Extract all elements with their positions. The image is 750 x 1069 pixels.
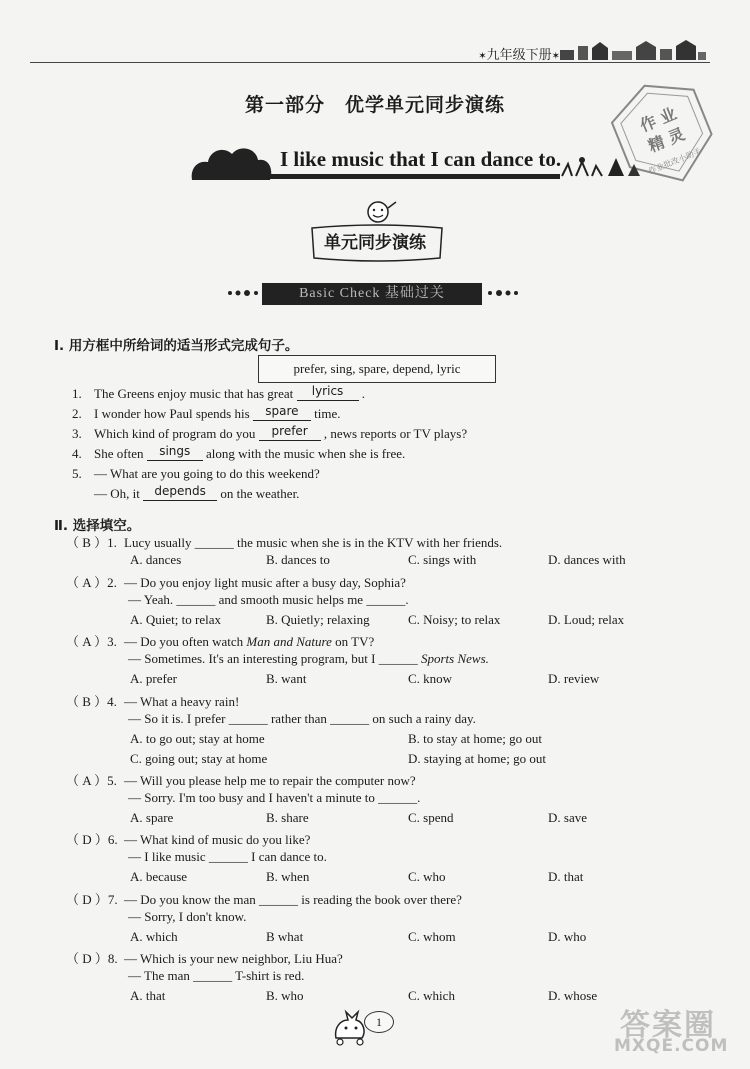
grade-text: 九年级下册: [486, 48, 552, 63]
question-text: — Which is your new neighbor, Liu Hua?: [124, 951, 343, 966]
cat-mascot-icon: [332, 1008, 368, 1046]
item-text: — Oh, it: [94, 486, 140, 501]
option-d[interactable]: D. review: [548, 671, 600, 686]
option-c[interactable]: C. going out; stay at home: [130, 751, 268, 766]
answer-blank[interactable]: [143, 484, 217, 501]
option-a[interactable]: A. because: [130, 869, 188, 884]
option-d[interactable]: D. save: [548, 810, 587, 825]
handwritten-answer: sings: [159, 444, 191, 458]
option-b[interactable]: B. Quietly; relaxing: [266, 612, 370, 627]
option-a[interactable]: A. spare: [130, 810, 174, 825]
question-text: — Do you often watch: [124, 634, 244, 649]
option-a[interactable]: A. prefer: [130, 671, 177, 686]
question-text: — What a heavy rain!: [124, 694, 240, 709]
program-title: Sports News.: [421, 651, 489, 666]
answer-choice: （ A ）5.: [66, 773, 117, 788]
question-line: [128, 651, 489, 667]
question-text: — Sorry, I don't know.: [128, 909, 247, 924]
item-text-after: , news reports or TV plays?: [323, 426, 468, 441]
option-c[interactable]: C. sings with: [408, 552, 477, 567]
option-b[interactable]: B. to stay at home; go out: [408, 731, 542, 746]
watermark-line2: MXQE.COM: [614, 1036, 729, 1056]
answer-choice: （ A ）3.: [66, 634, 117, 649]
option-c[interactable]: C. which: [408, 988, 455, 1003]
option-c[interactable]: C. whom: [408, 929, 456, 944]
option-c[interactable]: C. who: [408, 869, 446, 884]
item-text: She often: [94, 446, 144, 461]
option-b[interactable]: B. want: [266, 671, 307, 686]
section-title: 单元同步演练: [324, 233, 426, 253]
question-text: — Will you please help me to repair the computer now?: [124, 773, 416, 788]
handwritten-answer: spare: [265, 404, 299, 418]
option-b[interactable]: B. share: [266, 810, 309, 825]
question-text: — Yeah. ______ and smooth music helps me ______.: [128, 592, 409, 607]
option-b[interactable]: B what: [266, 929, 304, 944]
item-text: I wonder how Paul spends his: [94, 406, 250, 421]
item-text: The Greens enjoy music that has great: [94, 386, 294, 401]
svg-text:精 灵: 精 灵: [645, 124, 688, 156]
item-text-after: along with the music when she is free.: [205, 446, 406, 461]
answer-blank[interactable]: [147, 444, 203, 461]
question-line: [66, 948, 343, 967]
answer-blank[interactable]: [253, 404, 311, 421]
header-rule: [30, 62, 710, 63]
option-b[interactable]: B. who: [266, 988, 304, 1003]
star-icon: ✶: [478, 51, 487, 62]
question-text: — The man ______ T-shirt is red.: [128, 968, 305, 983]
option-d[interactable]: D. Loud; relax: [548, 612, 625, 627]
fill-item: [94, 486, 299, 502]
item-number: 1.: [72, 386, 82, 401]
question-text-tail: on TV?: [331, 634, 375, 649]
question-line: [66, 889, 462, 908]
page-number: 1: [364, 1011, 394, 1033]
handwritten-answer: prefer: [271, 424, 308, 438]
watermark: [612, 996, 746, 1066]
option-d[interactable]: D. who: [548, 929, 587, 944]
svg-text:作业批改小助手: 作业批改小助手: [647, 146, 703, 177]
answer-choice: （ A ）2.: [66, 575, 117, 590]
question-text: Lucy usually ______ the music when she is in the KTV with her friends.: [124, 535, 503, 550]
question-line: [66, 532, 502, 551]
handwritten-answer: lyrics: [311, 384, 344, 398]
answer-choice: （ D ）6.: [66, 832, 118, 847]
basic-check-label: Basic Check 基础过关: [262, 283, 482, 305]
option-a[interactable]: A. Quiet; to relax: [130, 612, 221, 627]
question-text: — Sometimes. It's an interesting program, but I ______: [128, 651, 418, 666]
svg-text:作 业: 作 业: [637, 103, 680, 136]
option-d[interactable]: D. whose: [548, 988, 598, 1003]
option-a[interactable]: A. which: [130, 929, 178, 944]
answer-blank[interactable]: [259, 424, 321, 441]
question-line: [128, 849, 327, 865]
skyline-decoration-icon: [558, 38, 708, 60]
question-line: [128, 592, 409, 608]
star-icon: ✶: [551, 51, 560, 62]
option-d[interactable]: D. that: [548, 869, 584, 884]
unit-title: I like music that I can dance to.: [280, 147, 562, 171]
question-text: — Do you know the man ______ is reading the book over there?: [124, 892, 462, 907]
answer-choice: （ D ）8.: [66, 951, 118, 966]
answer-blank[interactable]: [297, 384, 359, 401]
item-number: 2.: [72, 406, 82, 421]
answer-choice: （ D ）7.: [66, 892, 118, 907]
question-text: — Sorry. I'm too busy and I haven't a minute to ______.: [128, 790, 421, 805]
section2-heading: Ⅱ. 选择填空。: [54, 518, 141, 534]
option-b[interactable]: B. when: [266, 869, 310, 884]
question-line: [66, 572, 406, 591]
option-c[interactable]: C. know: [408, 671, 453, 686]
option-b[interactable]: B. dances to: [266, 552, 330, 567]
grade-label: [478, 44, 560, 63]
question-line: [128, 711, 476, 727]
option-c[interactable]: C. spend: [408, 810, 454, 825]
question-text: — I like music ______ I can dance to.: [128, 849, 327, 864]
watermark-line1: 答案圈: [620, 1008, 716, 1043]
question-text: — So it is. I prefer ______ rather than ______ on such a rainy day.: [128, 711, 476, 726]
question-line: [128, 790, 420, 806]
item-text-after: .: [361, 386, 366, 401]
item-text: Which kind of program do you: [94, 426, 256, 441]
fill-item: [72, 466, 320, 482]
question-text: — Do you enjoy light music after a busy day, Sophia?: [124, 575, 406, 590]
program-title: Man and Nature: [246, 634, 332, 649]
part-title: 第一部分 优学单元同步演练: [244, 94, 505, 116]
answer-choice: （ B ）1.: [66, 535, 117, 550]
item-number: 5.: [72, 466, 82, 481]
question-line: [128, 909, 246, 925]
answer-choice: （ B ）4.: [66, 694, 117, 709]
word-box: prefer, sing, spare, depend, lyric: [258, 355, 496, 383]
item-number: 3.: [72, 426, 82, 441]
option-d[interactable]: D. dances with: [548, 552, 626, 567]
item-number: 4.: [72, 446, 82, 461]
option-a[interactable]: A. to go out; stay at home: [130, 731, 265, 746]
fill-item: [72, 426, 467, 442]
question-line: [128, 968, 304, 984]
item-text: — What are you going to do this weekend?: [94, 466, 320, 481]
option-a[interactable]: A. that: [130, 988, 166, 1003]
fill-item: [72, 406, 341, 422]
option-d[interactable]: D. staying at home; go out: [408, 751, 546, 766]
fill-item: [72, 386, 365, 402]
question-text: — What kind of music do you like?: [124, 832, 311, 847]
section1-heading: I. 用方框中所给词的适当形式完成句子。: [54, 338, 299, 354]
question-line: [66, 829, 310, 848]
item-text-after: time.: [314, 406, 341, 421]
question-line: [66, 691, 239, 710]
option-a[interactable]: A. dances: [130, 552, 182, 567]
item-text-after: on the weather.: [220, 486, 300, 501]
fill-item: [72, 446, 405, 462]
question-line: [66, 631, 374, 650]
question-line: [66, 770, 416, 789]
option-c[interactable]: C. Noisy; to relax: [408, 612, 501, 627]
handwritten-answer: depends: [154, 484, 206, 498]
